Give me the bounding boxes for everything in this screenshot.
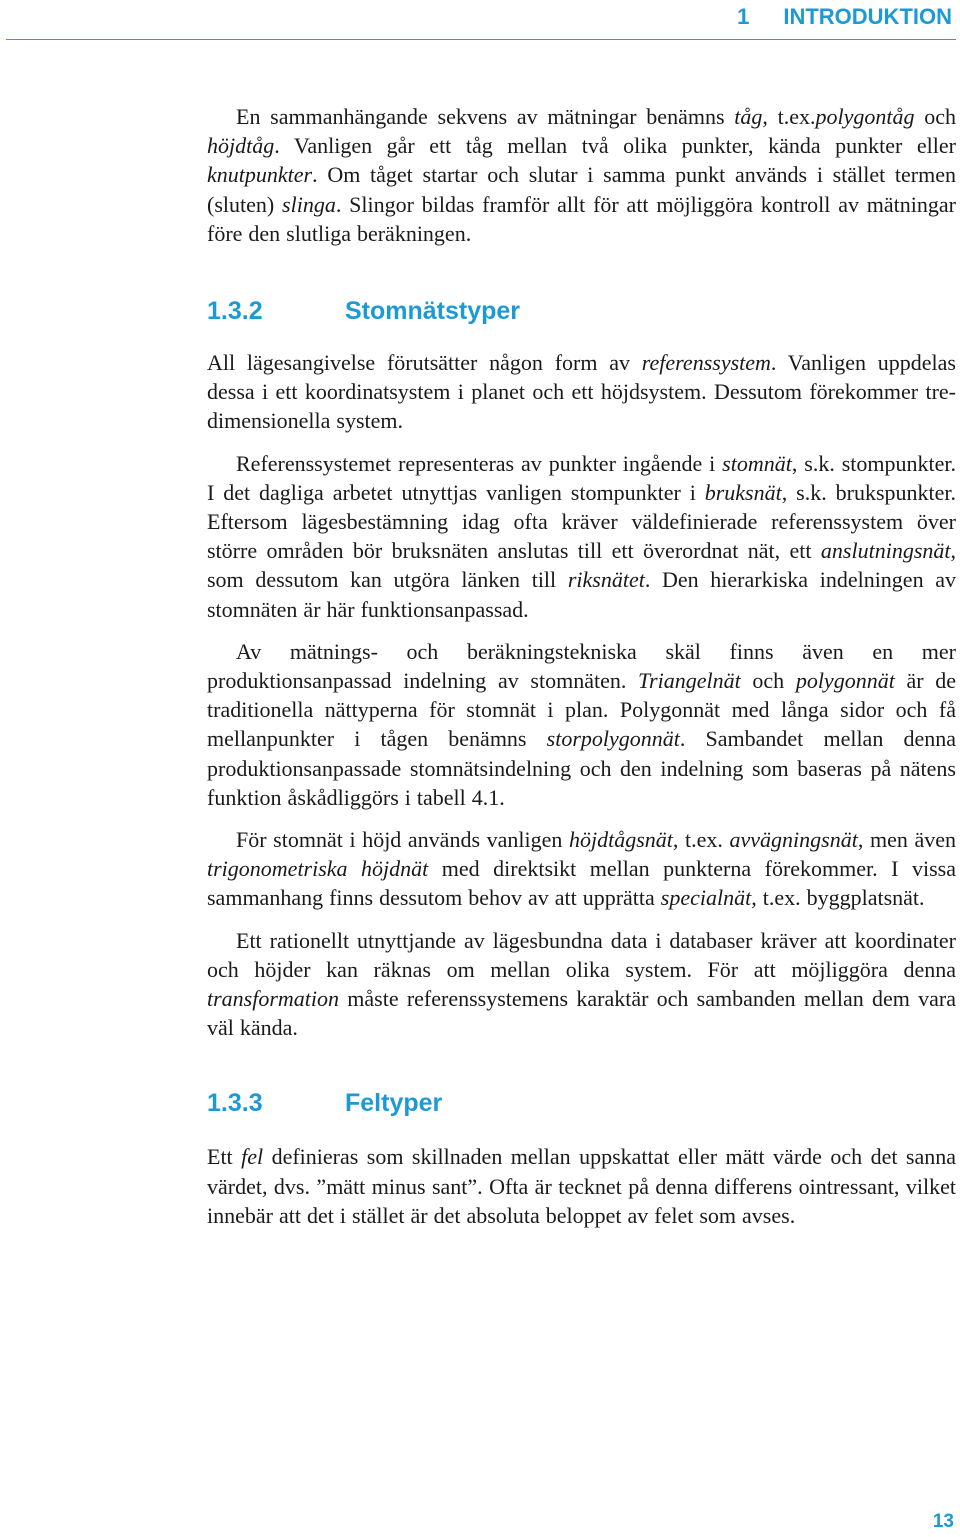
text-run: . Om tåget startar och slutar i samma punkt används i stället termen (sluten) — [207, 162, 956, 217]
text-run: Av mätnings- och beräkningstekniska skäl finns även en mer produktionsanpassad indelning av stomnäten. — [207, 638, 956, 694]
text-run: All lägesangivelse förutsätter någon form av — [207, 350, 642, 376]
term-bruksnat: bruksnät — [704, 479, 782, 505]
text-run: definieras som skillnaden mellan uppskattat eller mätt värde och det sanna värdet, dvs. ”mätt minus sant”. Ofta är tecknet på denna differens ointressant, vilket innebär att det i stället är det absoluta beloppet av felet som avses. — [207, 1144, 956, 1228]
chapter-title: INTRODUKTION — [783, 4, 952, 29]
text-run: är de traditionella nättyperna för stomnät i plan. Polygonnät med långa sidor och få mellanpunkter i tågen benämns — [207, 668, 957, 752]
paragraph-produktionsanpassad — [207, 637, 956, 812]
section-number: 1.3.3 — [207, 1089, 263, 1118]
term-stomnat: stomnät — [722, 450, 792, 476]
chapter-number: 1 — [737, 4, 750, 29]
text-run: , s.k. stompunkter. I det dagliga arbetet utnyttjas vanligen stompunkter i — [207, 450, 956, 505]
text-run: För stomnät i höjd används vanligen — [236, 827, 569, 853]
section-title: Feltyper — [345, 1089, 443, 1118]
term-avvagningsnat: avvägningsnät — [729, 827, 858, 853]
section-title: Stomnätstyper — [345, 297, 521, 326]
paragraph-stomnat — [207, 449, 956, 624]
text-run: , t.ex. byggplatsnät. — [751, 885, 925, 911]
page-number: 13 — [932, 1511, 954, 1532]
text-run: . Den hierarkiska indelningen av stomnäten är här funktionsanpassad. — [207, 567, 956, 622]
text-run: . Sambandet mellan denna produktionsanpassade stomnätsindelning och den indelning som baseras på nätens funktion åskådliggörs i tabell 4.1. — [207, 726, 957, 810]
text-run: Referenssystemet representeras av punkter ingående i — [236, 450, 723, 476]
paragraph-tag-intro — [207, 102, 956, 248]
page-body — [207, 102, 956, 1230]
text-run: och — [914, 104, 956, 129]
text-run: , s.k. brukspunkter. Eftersom lägesbestämning idag ofta kräver väldefinierade referenssystem över större områden bör bruksnäten anslutas till ett överordnat nät, ett — [207, 479, 956, 564]
term-specialnat: specialnät — [660, 885, 752, 911]
paragraph-transformation — [207, 926, 956, 1043]
text-run: , men även — [857, 827, 956, 853]
term-fel: fel — [241, 1144, 264, 1170]
text-run: . Vanligen uppdelas dessa i ett koordinatsystem i planet och ett höjdsystem. Dessutom förekommer tre-dimensionella system. — [207, 350, 956, 434]
term-polygontag: polygontåg — [815, 104, 915, 129]
term-storpolygonnat: storpolygonnät — [546, 726, 680, 752]
section-heading-stomnatstyper — [207, 296, 956, 326]
term-transformation: transformation — [207, 986, 340, 1012]
term-referenssystem: referenssystem — [641, 350, 771, 376]
text-run: . Slingor bildas framför allt för att möjliggöra kontroll av mätningar före den slutliga beräkningen. — [207, 191, 957, 246]
paragraph-fel — [207, 1142, 956, 1230]
term-tag: tåg — [734, 104, 763, 129]
section-number: 1.3.2 — [207, 297, 263, 326]
text-run: , t.ex. — [672, 827, 730, 853]
term-riksnatet: riksnätet — [567, 567, 645, 593]
paragraph-hojdnat — [207, 825, 956, 913]
paragraph-referenssystem — [207, 348, 956, 436]
text-run: , t.ex. — [762, 104, 816, 129]
term-triangelnat: Triangelnät — [638, 668, 741, 694]
text-run: med direktsikt mellan punkterna förekommer. I vissa sammanhang finns dessutom behov av att upprätta — [207, 856, 956, 911]
section-heading-feltyper — [207, 1088, 956, 1118]
text-run: Ett rationellt utnyttjande av lägesbundna data i databaser kräver att koordinater och höjder kan räknas om mellan olika system. För att möjliggöra denna — [207, 927, 956, 982]
text-run: Ett — [207, 1144, 242, 1170]
running-header — [0, 0, 960, 40]
text-run: , som dessutom kan utgöra länken till — [207, 538, 956, 593]
term-hojdtagsnat: höjdtågsnät — [569, 827, 673, 853]
header-rule — [6, 39, 956, 40]
term-hojdtag: höjdtåg — [207, 133, 275, 159]
term-anslutningsnat: anslutningsnät — [820, 538, 951, 564]
text-run: måste referenssystemens karaktär och sambanden mellan dem vara väl kända. — [207, 986, 956, 1041]
chapter-header — [737, 4, 952, 30]
term-polygonnat: polygonnät — [795, 668, 895, 694]
text-run: En sammanhängande sekvens av mätningar benämns — [236, 104, 735, 129]
term-knutpunkter: knutpunkter — [207, 162, 313, 188]
term-trigonometriska-hojdnat: trigonometriska höjdnät — [207, 856, 429, 882]
text-run: . Vanligen går ett tåg mellan två olika punkter, kända punkter eller — [274, 133, 956, 159]
text-run: och — [740, 668, 796, 694]
term-slinga: slinga — [282, 191, 336, 217]
